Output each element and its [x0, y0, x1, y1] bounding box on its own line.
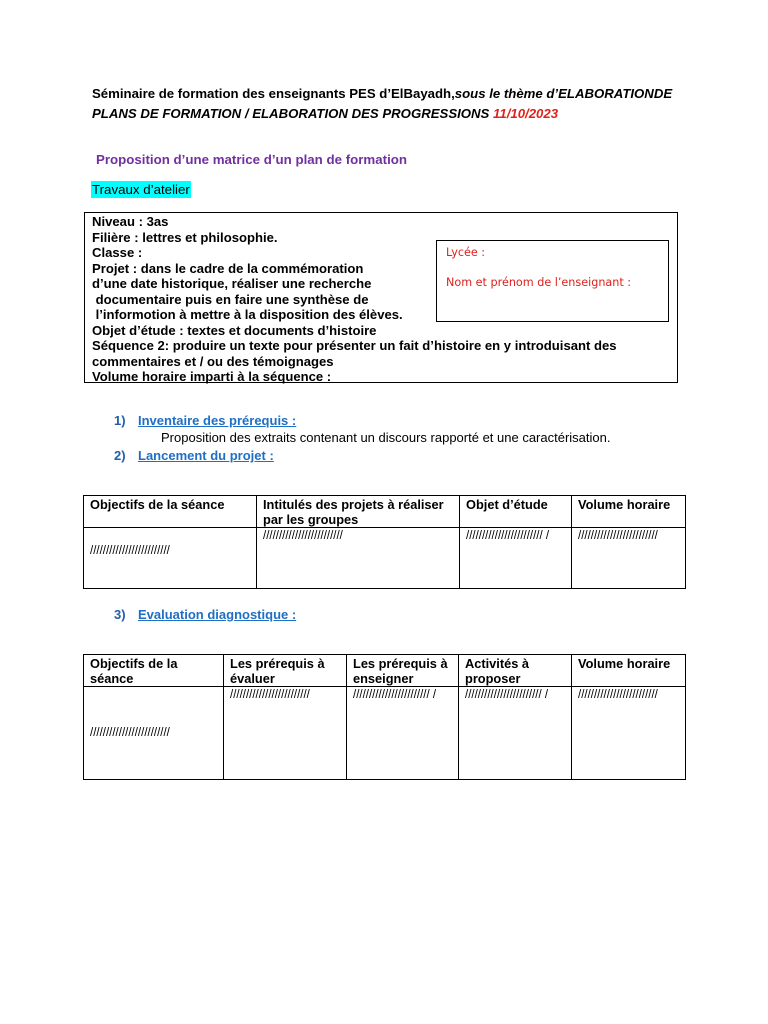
table-row — [84, 528, 686, 589]
header-volume: Volume horaire — [572, 496, 686, 528]
header-volume: Volume horaire — [572, 655, 686, 687]
section-heading: Lancement du projet : — [138, 448, 274, 463]
info-filiere: Filière : lettres et philosophie. — [92, 229, 278, 245]
seminar-title — [92, 84, 682, 124]
cell: ///////////////////////// — [572, 528, 686, 589]
section-number: 2) — [114, 448, 126, 463]
cell: //////////////////////// / — [460, 528, 572, 589]
lycee-box — [436, 240, 669, 322]
table-header-row — [84, 655, 686, 687]
info-objet: Objet d’étude : textes et documents d’histoire — [92, 322, 377, 338]
section-number: 1) — [114, 413, 126, 428]
header-intitules: Intitulés des projets à réaliser par les groupes — [257, 496, 460, 528]
table-header-row — [84, 496, 686, 528]
header-objectifs: Objectifs de la séance — [84, 655, 224, 687]
info-sequence: Séquence 2: produire un texte pour présenter un fait d’histoire en y introduisant des — [92, 338, 617, 353]
travaux-label: Travaux d’atelier — [92, 182, 190, 197]
cell: ///////////////////////// — [84, 687, 224, 780]
cell: ///////////////////////// — [257, 528, 460, 589]
cell: //////////////////////// / — [459, 687, 572, 780]
info-projet-2: d’une date historique, réaliser une recherche — [92, 276, 372, 291]
title-theme: sous le thème d’ELABORATIONDE PLANS DE FORMATION / ELABORATION DES PROGRESSIONS — [92, 86, 673, 121]
title-text: Séminaire de formation des enseignants PES d’ElBayadh, — [92, 86, 455, 101]
info-sequence-2: commentaires et / ou des témoignages — [92, 353, 334, 369]
info-volume: Volume horaire imparti à la séquence : — [92, 369, 332, 384]
table-evaluation — [83, 654, 686, 780]
info-niveau: Niveau : 3as — [92, 214, 169, 229]
section-heading: Inventaire des prérequis : — [138, 413, 297, 428]
proposition-heading: Proposition d’une matrice d’un plan de formation — [96, 152, 408, 167]
cell: ///////////////////////// — [224, 687, 347, 780]
section-number: 3) — [114, 607, 126, 622]
title-date: 11/10/2023 — [493, 106, 559, 121]
lycee-label: Lycée : — [446, 246, 486, 259]
header-activites: Activités à proposer — [459, 655, 572, 687]
info-projet-4: l’informotion à mettre à la disposition des élèves. — [92, 307, 403, 322]
header-objet: Objet d’étude — [460, 496, 572, 528]
header-objectifs: Objectifs de la séance — [84, 496, 257, 528]
info-projet: Projet : dans le cadre de la commémoration — [92, 260, 364, 276]
header-prerequis-enseigner: Les prérequis à enseigner — [347, 655, 459, 687]
table-lancement — [83, 495, 686, 589]
cell: //////////////////////// / — [347, 687, 459, 780]
section-heading: Evaluation diagnostique : — [138, 607, 297, 622]
table-row — [84, 687, 686, 780]
cell: ///////////////////////// — [572, 687, 686, 780]
inventaire-text: Proposition des extraits contenant un discours rapporté et une caractérisation. — [161, 430, 611, 445]
cell: ///////////////////////// — [84, 528, 257, 589]
info-box — [84, 212, 678, 383]
info-classe: Classe : — [92, 245, 143, 260]
header-prerequis-evaluer: Les prérequis à évaluer — [224, 655, 347, 687]
info-projet-3: documentaire puis en faire une synthèse de — [92, 291, 369, 307]
enseignant-label: Nom et prénom de l’enseignant : — [446, 276, 632, 289]
